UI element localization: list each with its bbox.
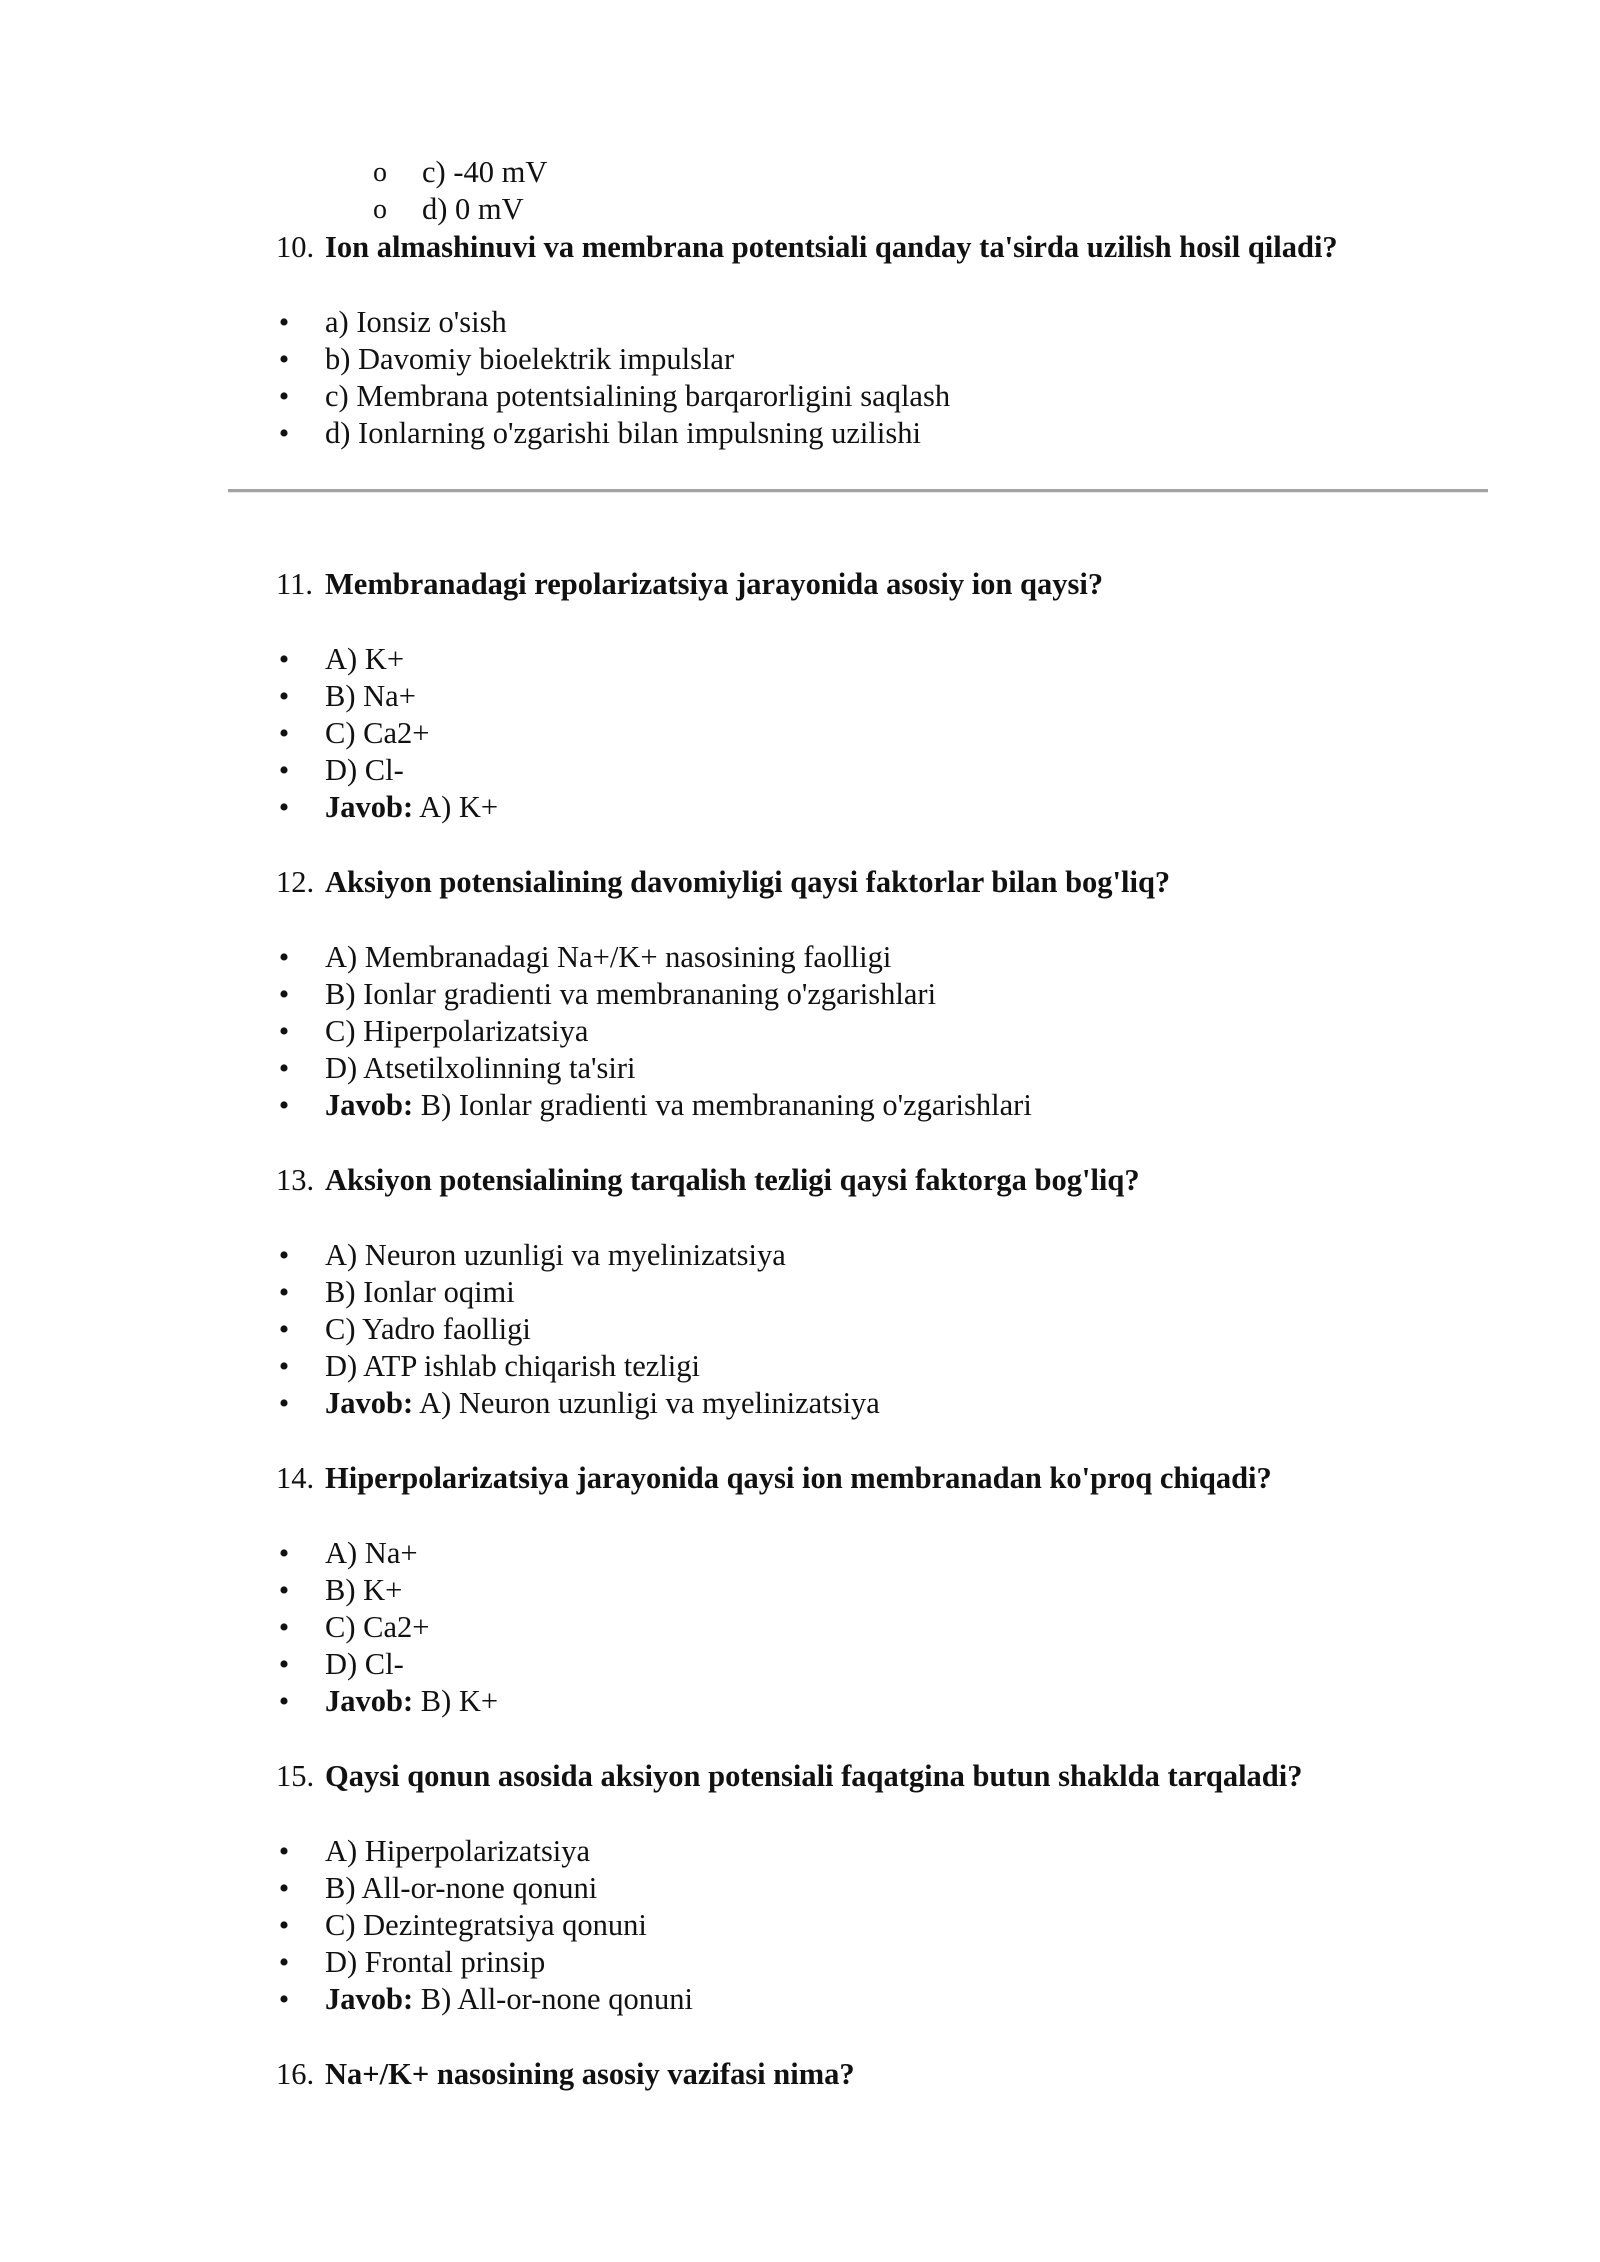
question-14 <box>0 1460 1600 1720</box>
question-text: Qaysi qonun asosida aksiyon potensiali faqatgina butun shaklda tarqaladi? <box>325 1759 1303 1793</box>
option-item <box>0 939 1600 976</box>
option-item <box>0 1348 1600 1385</box>
option-text: A) Na+ <box>325 1536 418 1570</box>
option-text: C) Ca2+ <box>325 1610 430 1644</box>
question-12 <box>0 864 1600 1124</box>
option-text: D) Cl- <box>325 753 404 787</box>
option-text: D) Frontal prinsip <box>325 1945 546 1979</box>
option-item <box>0 1572 1600 1609</box>
option-item <box>0 678 1600 715</box>
option-text: D) ATP ishlab chiqarish tezligi <box>325 1349 700 1383</box>
option-item <box>0 378 1600 415</box>
question-heading <box>0 864 1600 901</box>
question-number: 11. <box>276 567 313 601</box>
option-item <box>0 1944 1600 1981</box>
question-15 <box>0 1758 1600 2018</box>
option-text: A) Hiperpolarizatsiya <box>325 1834 591 1868</box>
bullet-icon: • <box>278 978 290 1011</box>
bullet-icon: • <box>278 941 290 974</box>
option-item <box>0 1833 1600 1870</box>
option-text: D) Atsetilxolinning ta'siri <box>325 1051 636 1085</box>
question-number: 13. <box>276 1163 315 1197</box>
option-text: d) Ionlarning o'zgarishi bilan impulsning uzilishi <box>325 416 921 450</box>
bullet-icon: • <box>278 1611 290 1644</box>
bullet-icon: • <box>278 791 290 824</box>
option-item <box>0 1013 1600 1050</box>
question-heading <box>0 1162 1600 1199</box>
answer-label: Javob: <box>325 790 414 824</box>
option-text: B) All-or-none qonuni <box>325 1871 598 1905</box>
question-number: 10. <box>276 230 315 264</box>
option-item <box>0 1870 1600 1907</box>
option-text: C) Dezintegratsiya qonuni <box>325 1908 647 1942</box>
option-text: C) Ca2+ <box>325 716 430 750</box>
bullet-icon: • <box>278 1983 290 2016</box>
option-text: C) Hiperpolarizatsiya <box>325 1014 589 1048</box>
option-text: d) 0 mV <box>422 192 524 226</box>
option-item <box>0 341 1600 378</box>
answer-item <box>0 1087 1600 1124</box>
question-heading <box>0 566 1600 603</box>
answer-label: Javob: <box>325 1684 414 1718</box>
question-9-continued-options <box>0 154 1600 228</box>
bullet-icon: • <box>278 380 290 413</box>
option-text: B) K+ <box>325 1573 403 1607</box>
answer-line <box>325 1385 880 1422</box>
answer-item <box>0 1385 1600 1422</box>
circle-marker: o <box>373 157 387 188</box>
question-heading <box>0 1460 1600 1497</box>
question-13 <box>0 1162 1600 1422</box>
question-text: Aksiyon potensialining davomiyligi qaysi faktorlar bilan bog'liq? <box>325 865 1171 899</box>
option-text: c) Membrana potentsialining barqarorligini saqlash <box>325 379 951 413</box>
bullet-icon: • <box>278 1313 290 1346</box>
bullet-icon: • <box>278 1276 290 1309</box>
bullet-icon: • <box>278 1648 290 1681</box>
answer-text: B) All-or-none qonuni <box>413 1982 693 2016</box>
question-number: 16. <box>276 2057 315 2091</box>
bullet-icon: • <box>278 1239 290 1272</box>
option-item <box>0 1274 1600 1311</box>
question-10 <box>0 229 1600 452</box>
answer-line <box>325 1087 1032 1124</box>
option-item <box>0 976 1600 1013</box>
option-item <box>0 415 1600 452</box>
answer-line <box>325 1981 693 2018</box>
option-item <box>0 715 1600 752</box>
bullet-icon: • <box>278 754 290 787</box>
bullet-icon: • <box>278 1685 290 1718</box>
bullet-icon: • <box>278 306 290 339</box>
bullet-icon: • <box>278 1089 290 1122</box>
option-text: A) Membranadagi Na+/K+ nasosining faolligi <box>325 940 892 974</box>
question-heading <box>0 2056 1600 2093</box>
question-16 <box>0 2056 1600 2093</box>
bullet-icon: • <box>278 1574 290 1607</box>
question-11 <box>0 566 1600 826</box>
option-item <box>0 1311 1600 1348</box>
option-text: D) Cl- <box>325 1647 404 1681</box>
answer-text: B) Ionlar gradienti va membrananing o'zgarishlari <box>413 1088 1032 1122</box>
question-text: Hiperpolarizatsiya jarayonida qaysi ion membranadan ko'proq chiqadi? <box>325 1461 1272 1495</box>
answer-item <box>0 1981 1600 2018</box>
circle-marker: o <box>373 194 387 225</box>
bullet-icon: • <box>278 717 290 750</box>
bullet-icon: • <box>278 343 290 376</box>
option-text: A) K+ <box>325 642 405 676</box>
answer-item <box>0 789 1600 826</box>
option-item <box>0 1646 1600 1683</box>
answer-line <box>325 1683 498 1720</box>
answer-text: A) Neuron uzunligi va myelinizatsiya <box>413 1386 880 1420</box>
option-item <box>0 1609 1600 1646</box>
sub-option <box>0 154 1600 191</box>
question-number: 14. <box>276 1461 315 1495</box>
question-text: Aksiyon potensialining tarqalish tezligi qaysi faktorga bog'liq? <box>325 1163 1140 1197</box>
question-number: 12. <box>276 865 315 899</box>
question-number: 15. <box>276 1759 315 1793</box>
question-heading <box>0 1758 1600 1795</box>
bullet-icon: • <box>278 1835 290 1868</box>
option-item <box>0 1907 1600 1944</box>
question-text: Ion almashinuvi va membrana potentsiali qanday ta'sirda uzilish hosil qiladi? <box>325 230 1338 264</box>
bullet-icon: • <box>278 1015 290 1048</box>
answer-item <box>0 1683 1600 1720</box>
bullet-icon: • <box>278 1872 290 1905</box>
option-item <box>0 641 1600 678</box>
question-text: Na+/K+ nasosining asosiy vazifasi nima? <box>325 2057 855 2091</box>
bullet-icon: • <box>278 680 290 713</box>
option-item <box>0 1535 1600 1572</box>
option-item <box>0 1050 1600 1087</box>
question-text: Membranadagi repolarizatsiya jarayonida asosiy ion qaysi? <box>325 567 1104 601</box>
bullet-icon: • <box>278 1537 290 1570</box>
bullet-icon: • <box>278 1387 290 1420</box>
horizontal-divider <box>228 489 1488 493</box>
option-item <box>0 1237 1600 1274</box>
option-item <box>0 752 1600 789</box>
answer-label: Javob: <box>325 1982 414 2016</box>
bullet-icon: • <box>278 1909 290 1942</box>
bullet-icon: • <box>278 1350 290 1383</box>
option-text: B) Ionlar gradienti va membrananing o'zgarishlari <box>325 977 937 1011</box>
option-item <box>0 304 1600 341</box>
option-text: B) Na+ <box>325 679 416 713</box>
answer-label: Javob: <box>325 1088 414 1122</box>
option-text: b) Davomiy bioelektrik impulslar <box>325 342 735 376</box>
option-text: c) -40 mV <box>422 155 548 189</box>
sub-option <box>0 191 1600 228</box>
answer-line <box>325 789 498 826</box>
bullet-icon: • <box>278 417 290 450</box>
question-heading <box>0 229 1600 266</box>
option-text: C) Yadro faolligi <box>325 1312 531 1346</box>
option-text: A) Neuron uzunligi va myelinizatsiya <box>325 1238 786 1272</box>
answer-text: B) K+ <box>413 1684 499 1718</box>
bullet-icon: • <box>278 1946 290 1979</box>
option-text: B) Ionlar oqimi <box>325 1275 515 1309</box>
option-text: a) Ionsiz o'sish <box>325 305 507 339</box>
bullet-icon: • <box>278 1052 290 1085</box>
answer-label: Javob: <box>325 1386 414 1420</box>
bullet-icon: • <box>278 643 290 676</box>
answer-text: A) K+ <box>413 790 499 824</box>
